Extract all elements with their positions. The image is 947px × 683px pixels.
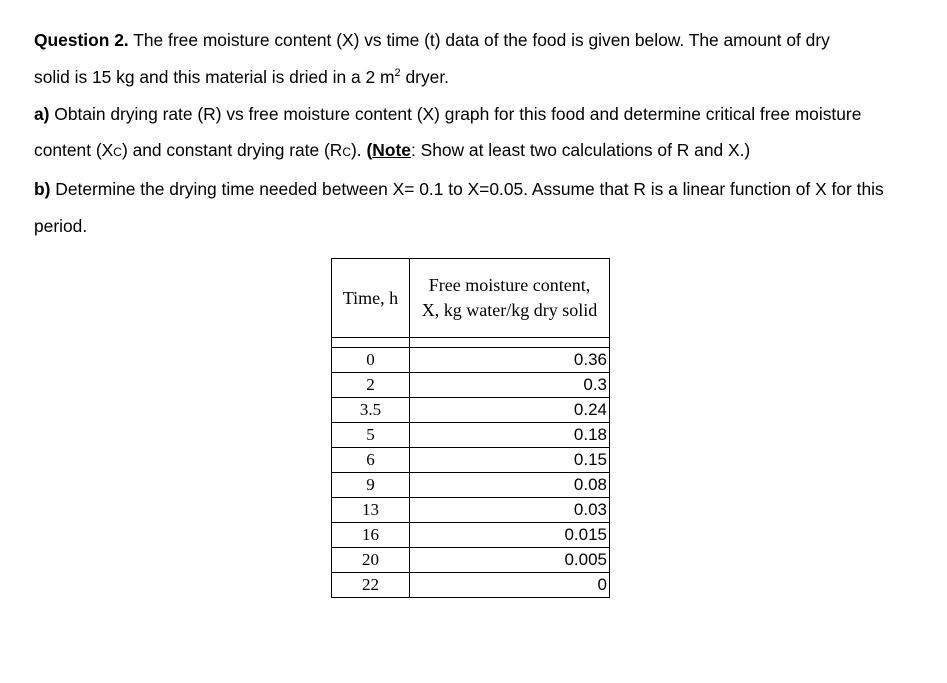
part-a-text-1: Obtain drying rate (R) vs free moisture content (X) graph for this food and determine critical free moisture (49, 103, 862, 124)
table-row (332, 548, 610, 573)
table-row (332, 398, 610, 423)
table-row (332, 473, 610, 498)
time-cell: 5 (332, 423, 410, 448)
table-row (332, 448, 610, 473)
table-row (332, 498, 610, 523)
part-a-line-2 (34, 132, 939, 171)
time-cell: 6 (332, 448, 410, 473)
note-label: Note (372, 140, 411, 161)
question-text (34, 22, 939, 245)
moisture-cell: 0 (410, 573, 610, 598)
table-row (332, 423, 610, 448)
moisture-cell: 0.24 (410, 398, 610, 423)
table-header-row (332, 259, 610, 338)
moisture-cell: 0.005 (410, 548, 610, 573)
spacer-cell (410, 338, 610, 348)
header-time: Time, h (332, 259, 410, 338)
part-a-label: a) (34, 103, 50, 124)
part-b-text-2: period. (34, 215, 88, 236)
part-b-label: b) (34, 179, 51, 200)
header-moisture (410, 259, 610, 338)
part-a-text-2-mid: ) and constant drying rate (R (121, 140, 343, 161)
time-cell: 16 (332, 523, 410, 548)
subscript-c-1: C (113, 145, 122, 160)
intro-text-2: solid is 15 kg and this material is dried in a 2 m (34, 66, 395, 87)
table-spacer-row (332, 338, 610, 348)
moisture-cell: 0.03 (410, 498, 610, 523)
question-label: Question 2. (34, 30, 129, 50)
moisture-cell: 0.18 (410, 423, 610, 448)
time-cell: 9 (332, 473, 410, 498)
moisture-cell: 0.36 (410, 348, 610, 373)
table-row (332, 523, 610, 548)
question-line-1 (34, 22, 939, 59)
spacer-cell (332, 338, 410, 348)
table-row (332, 348, 610, 373)
question-line-2 (34, 59, 939, 96)
moisture-data-table (331, 258, 610, 598)
note-open-paren: ( (366, 140, 373, 161)
part-b-line-1 (34, 171, 939, 208)
header-moisture-line-2: X, kg water/kg dry solid (421, 300, 598, 320)
moisture-cell: 0.15 (410, 448, 610, 473)
part-b-line-2 (34, 208, 939, 245)
moisture-cell: 0.3 (410, 373, 610, 398)
time-cell: 13 (332, 498, 410, 523)
time-cell: 2 (332, 373, 410, 398)
superscript-2: 2 (394, 66, 401, 79)
time-cell: 3.5 (332, 398, 410, 423)
intro-text-2-end: dryer. (400, 66, 449, 87)
part-a-text-2-end: ). (351, 140, 367, 161)
moisture-cell: 0.015 (410, 523, 610, 548)
part-a-text-2: content (X (34, 140, 114, 161)
table-row (332, 573, 610, 598)
time-cell: 22 (332, 573, 410, 598)
intro-text-1: The free moisture content (X) vs time (t) data of the food is given below. The amount of dry (128, 30, 830, 50)
header-moisture-line-1: Free moisture content, (428, 275, 591, 295)
part-a-line-1 (34, 96, 939, 133)
part-b-text-1: Determine the drying time needed between X= 0.1 to X=0.05. Assume that R is a linear function of X for this (50, 179, 884, 200)
table-row (332, 373, 610, 398)
time-cell: 0 (332, 348, 410, 373)
moisture-cell: 0.08 (410, 473, 610, 498)
note-text: : Show at least two calculations of R and X.) (410, 140, 751, 161)
subscript-c-2: C (342, 145, 352, 160)
time-cell: 20 (332, 548, 410, 573)
